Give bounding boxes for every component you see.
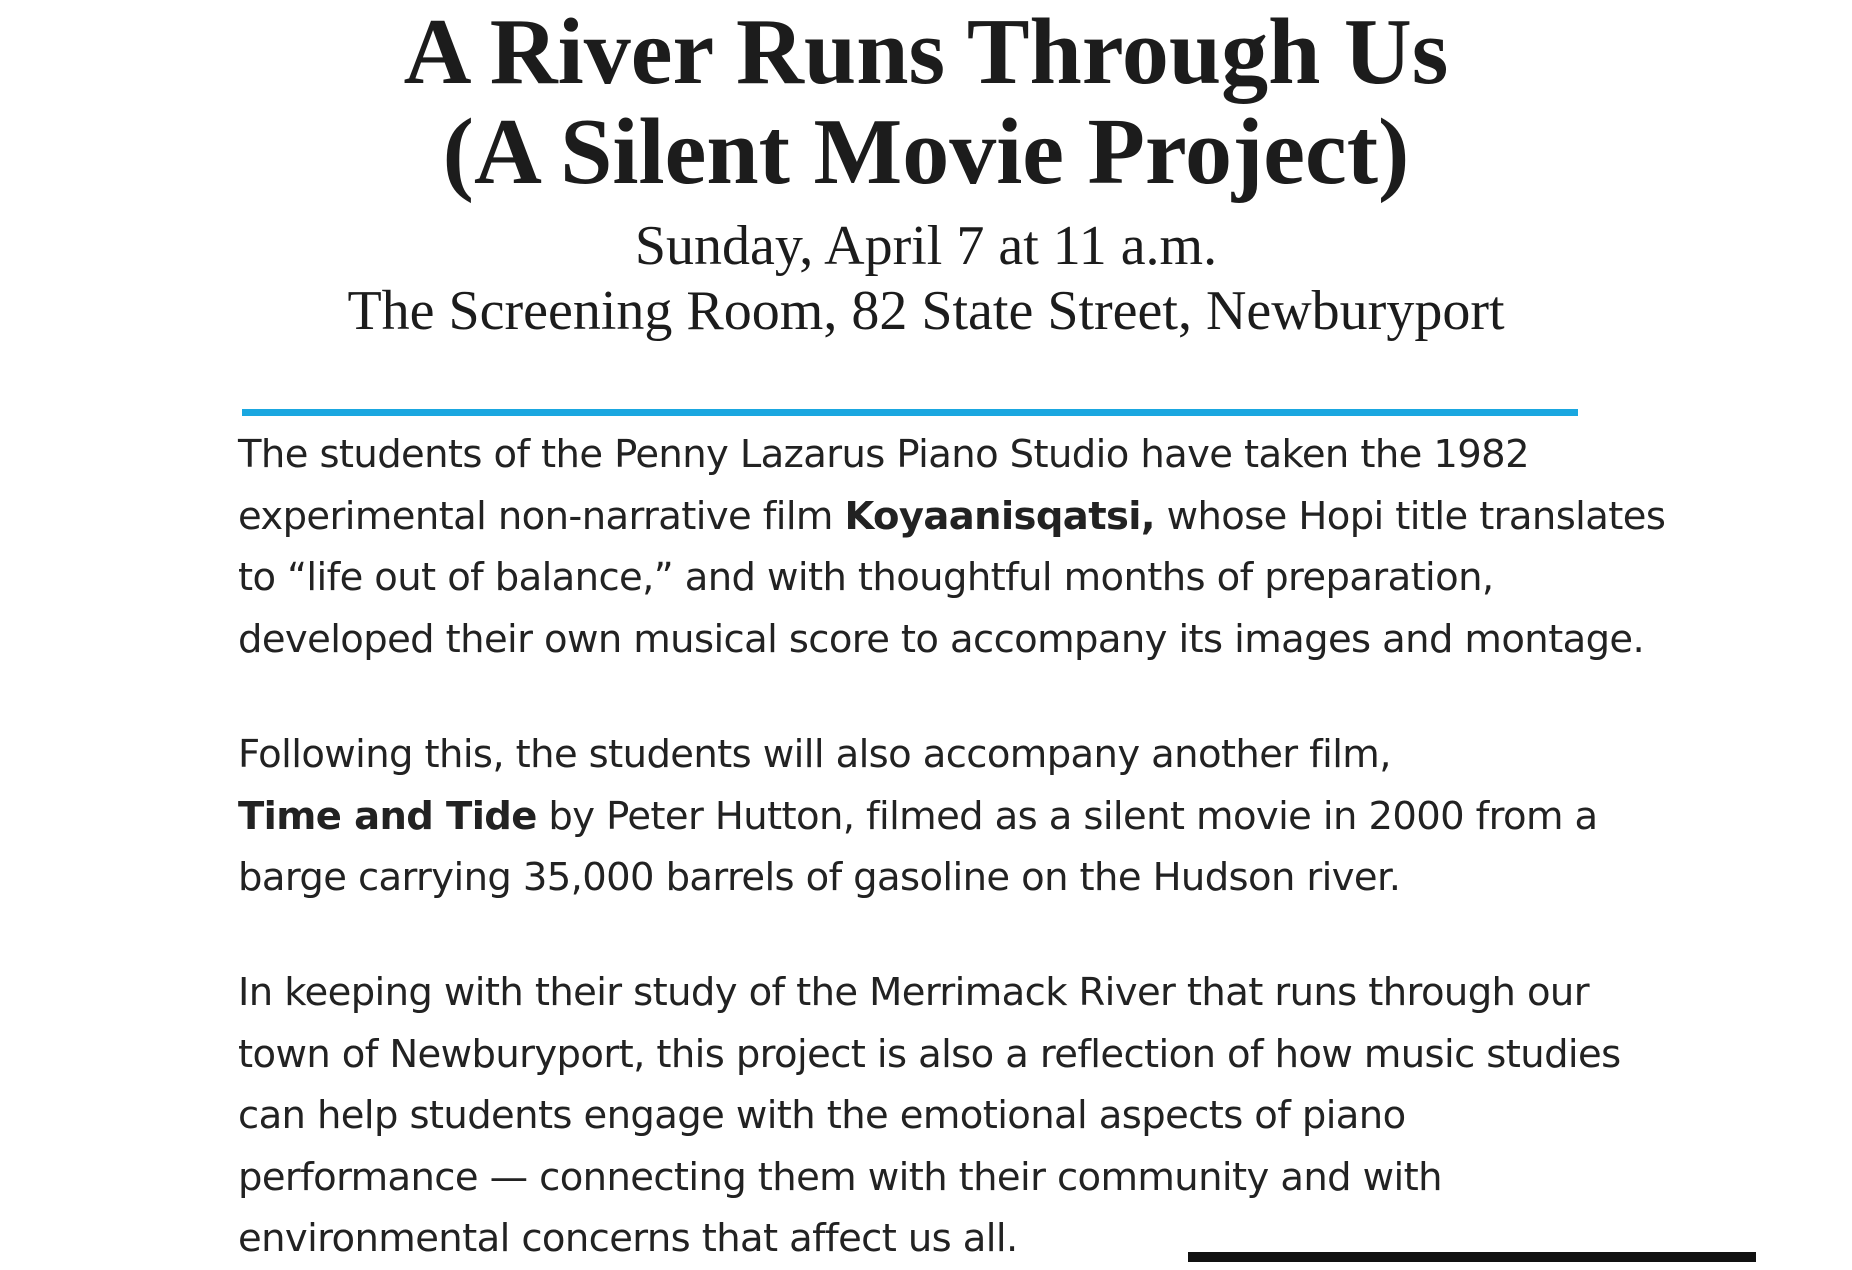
event-date: Sunday, April 7 at 11 a.m. [634,215,1218,277]
paragraph-line: to “life out of balance,” and with thoughtful months of preparation, [238,555,1494,600]
paragraph-line: environmental concerns that affect us all. [238,1216,1018,1261]
black-divider [1188,1252,1756,1262]
paragraph-line: developed their own musical score to accompany its images and montage. [238,616,1645,662]
paragraph-line: performance — connecting them with their community and with [238,1154,1442,1200]
paragraph-line: can help students engage with the emotional aspects of piano [238,1093,1406,1138]
paragraph-line: In keeping with their study of the Merrimack River that runs through our [238,970,1589,1015]
text-run: experimental non-narrative film [238,493,845,539]
paragraph-line: barge carrying 35,000 barrels of gasoline on the Hudson river. [238,855,1401,900]
paragraph-koyaanisqatsi [238,424,1666,670]
blue-divider [242,409,1578,416]
paragraph-merrimack-river [238,962,1638,1270]
paragraph-line: The students of the Penny Lazarus Piano Studio have taken the 1982 [238,432,1529,477]
paragraph-line: Following this, the students will also accompany another film, [238,732,1391,777]
paragraph-line [238,486,1666,548]
film-title-koyaanisqatsi: Koyaanisqatsi, [844,493,1155,539]
film-title-time-and-tide: Time and Tide [238,793,537,839]
event-venue: The Screening Room, 82 State Street, Newburyport [347,280,1505,342]
paragraph-time-and-tide [238,724,1638,909]
paragraph-line [238,786,1638,848]
paragraph-line: town of Newburyport, this project is also a reflection of how music studies [238,1031,1621,1077]
title-line-1: A River Runs Through Us [403,0,1449,104]
title-line-2: (A Silent Movie Project) [442,100,1410,204]
text-run: whose Hopi title translates [1154,493,1666,539]
text-run: by Peter Hutton, filmed as a silent movie in 2000 from a [536,793,1598,839]
